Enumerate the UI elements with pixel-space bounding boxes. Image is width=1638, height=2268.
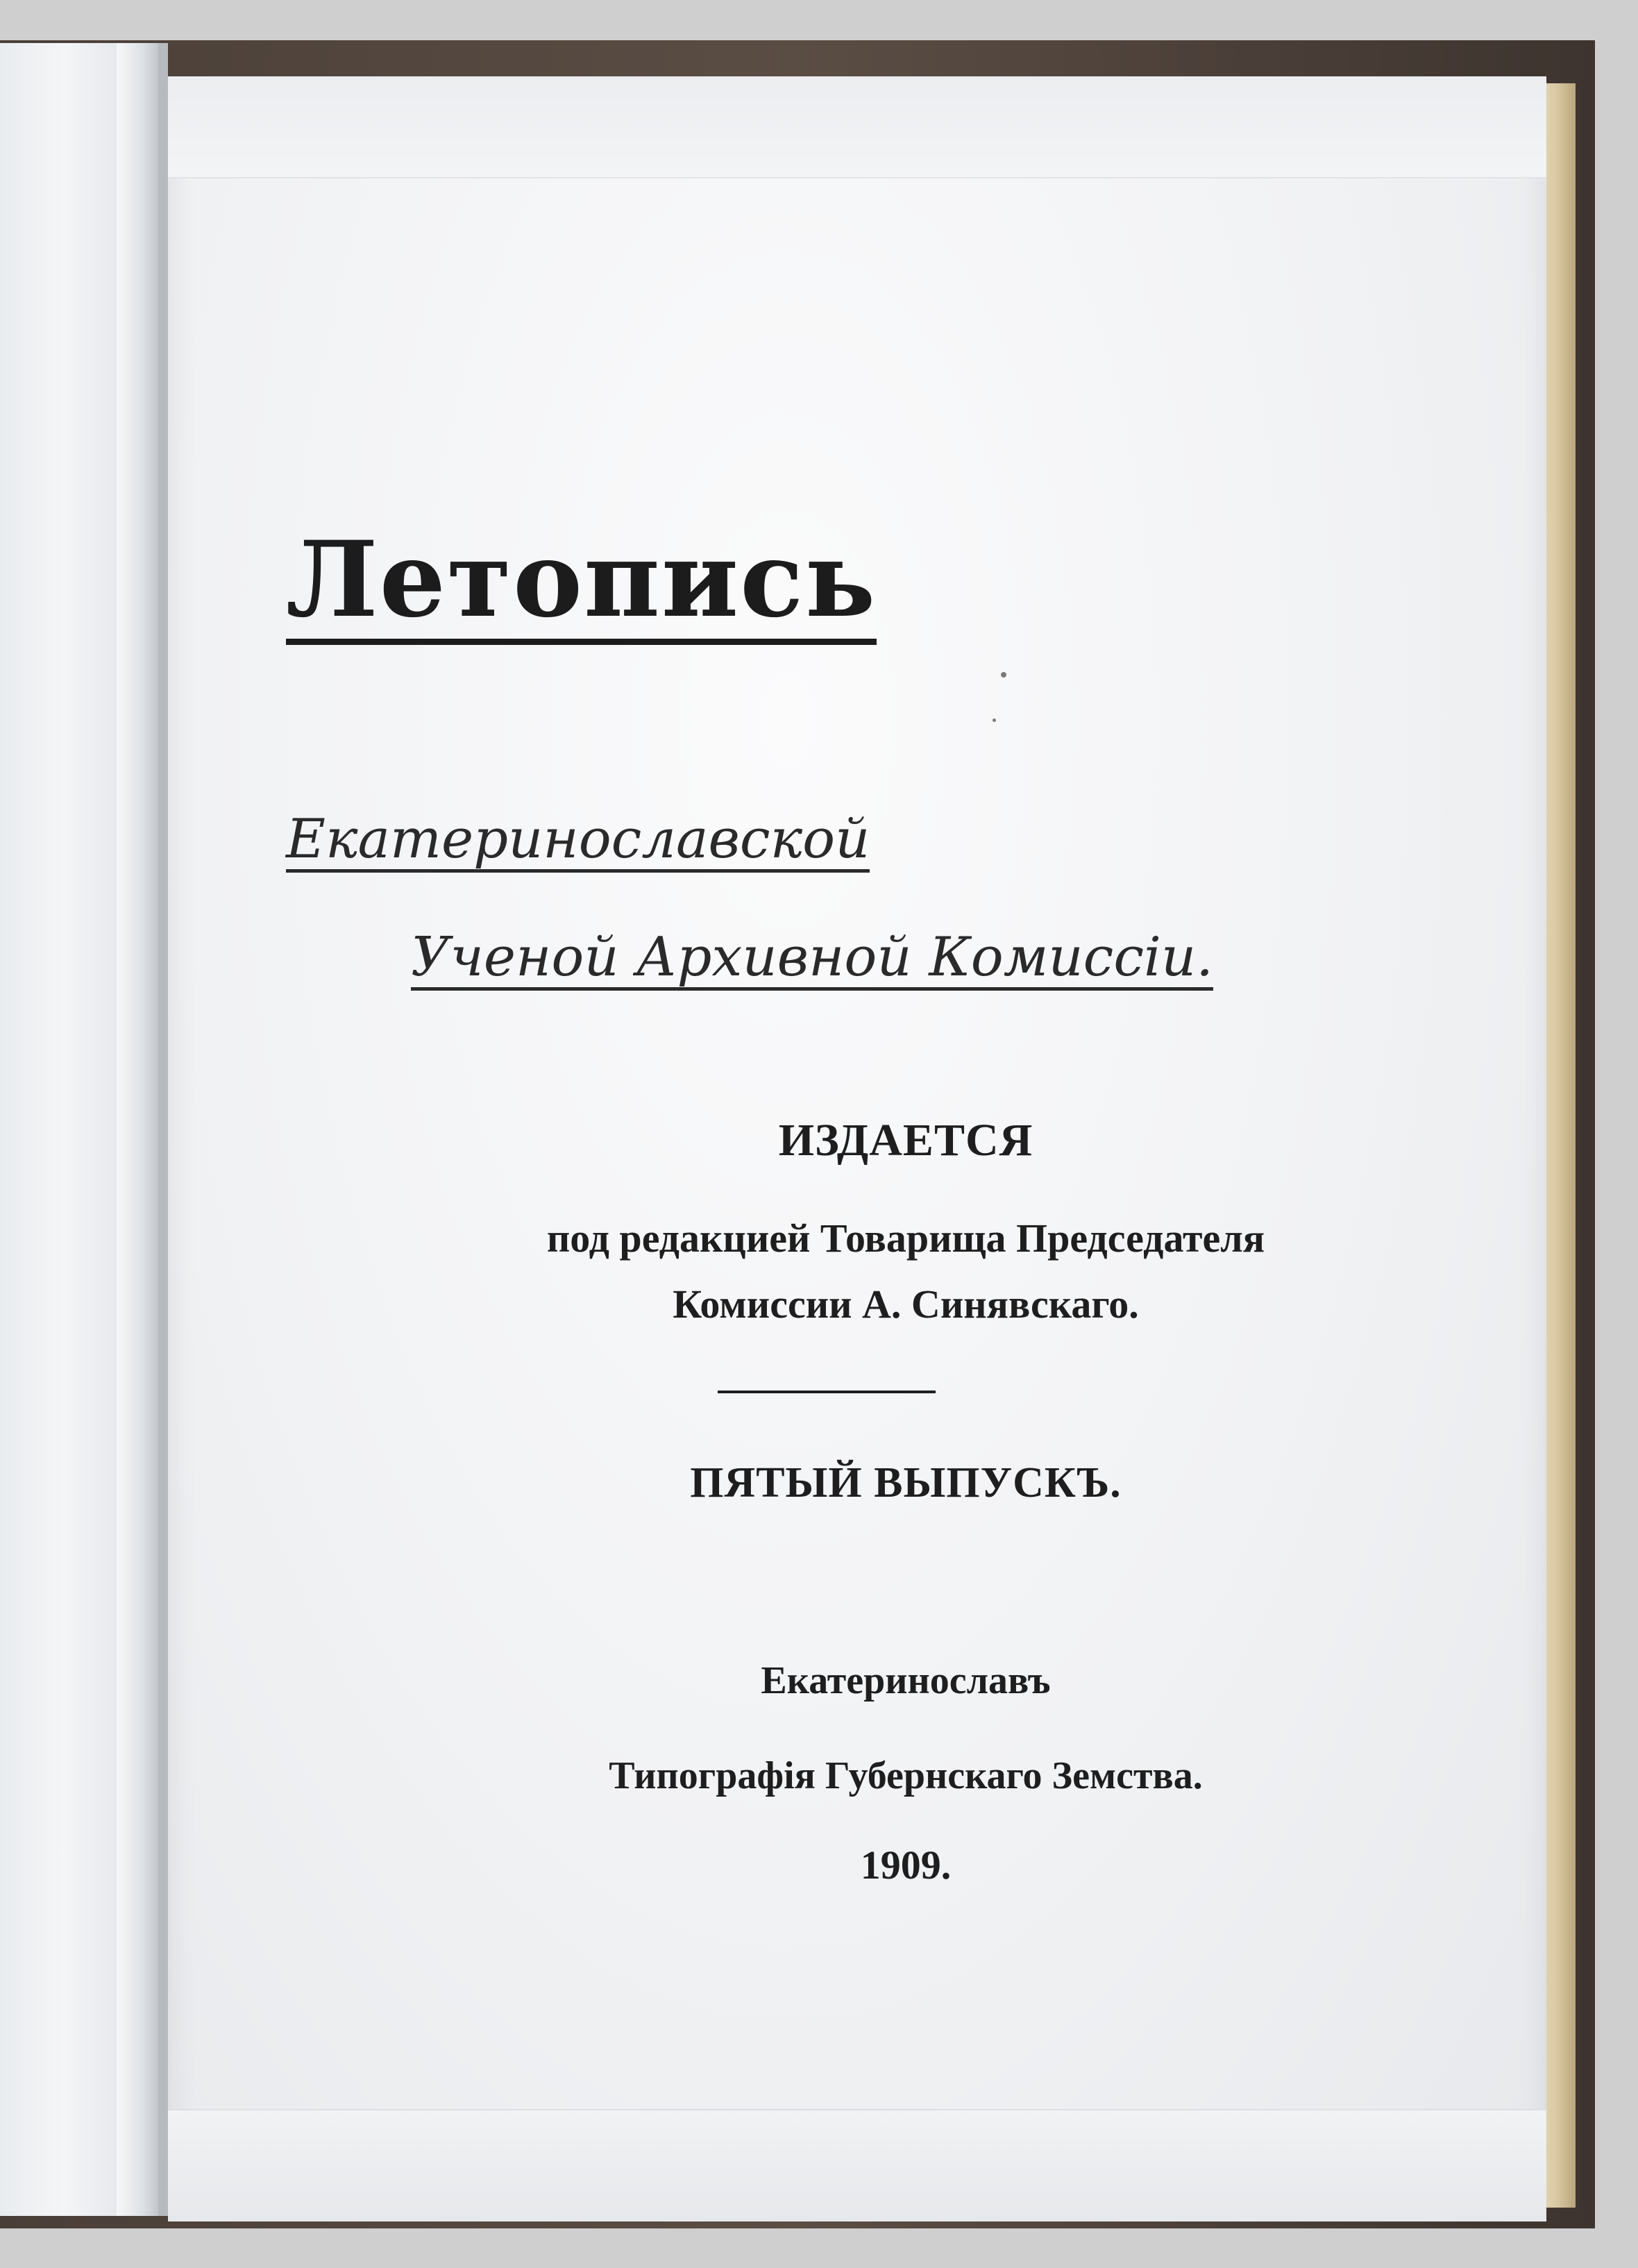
document-title: Летопись: [286, 528, 877, 645]
publication-city: Екатеринославъ: [761, 1659, 1051, 1702]
publication-year: 1909.: [860, 1842, 952, 1888]
title-page: [168, 76, 1546, 2221]
page-fold: [117, 43, 158, 2216]
left-endpaper: [0, 43, 158, 2216]
editor-line-1: под редакцией Товарища Председателя: [546, 1216, 1265, 1261]
subtitle-line-1: Екатеринославской: [286, 812, 870, 873]
page-top-band: [168, 76, 1546, 178]
divider-rule: [718, 1391, 936, 1393]
printer-name: Типографія Губернскаго Земства.: [609, 1754, 1203, 1797]
paper-speck: [993, 719, 996, 722]
spine-strip: [158, 43, 168, 2216]
paper-speck: [1001, 672, 1006, 678]
editor-line-2: Комиссии А. Синявскаго.: [673, 1282, 1139, 1327]
published-label: ИЗДАЕТСЯ: [778, 1115, 1033, 1166]
issue-number: ПЯТЫЙ ВЫПУСКЪ.: [690, 1459, 1122, 1506]
subtitle-line-2: Ученой Архивной Комиссіи.: [411, 930, 1213, 991]
page-bottom-band: [168, 2109, 1546, 2221]
